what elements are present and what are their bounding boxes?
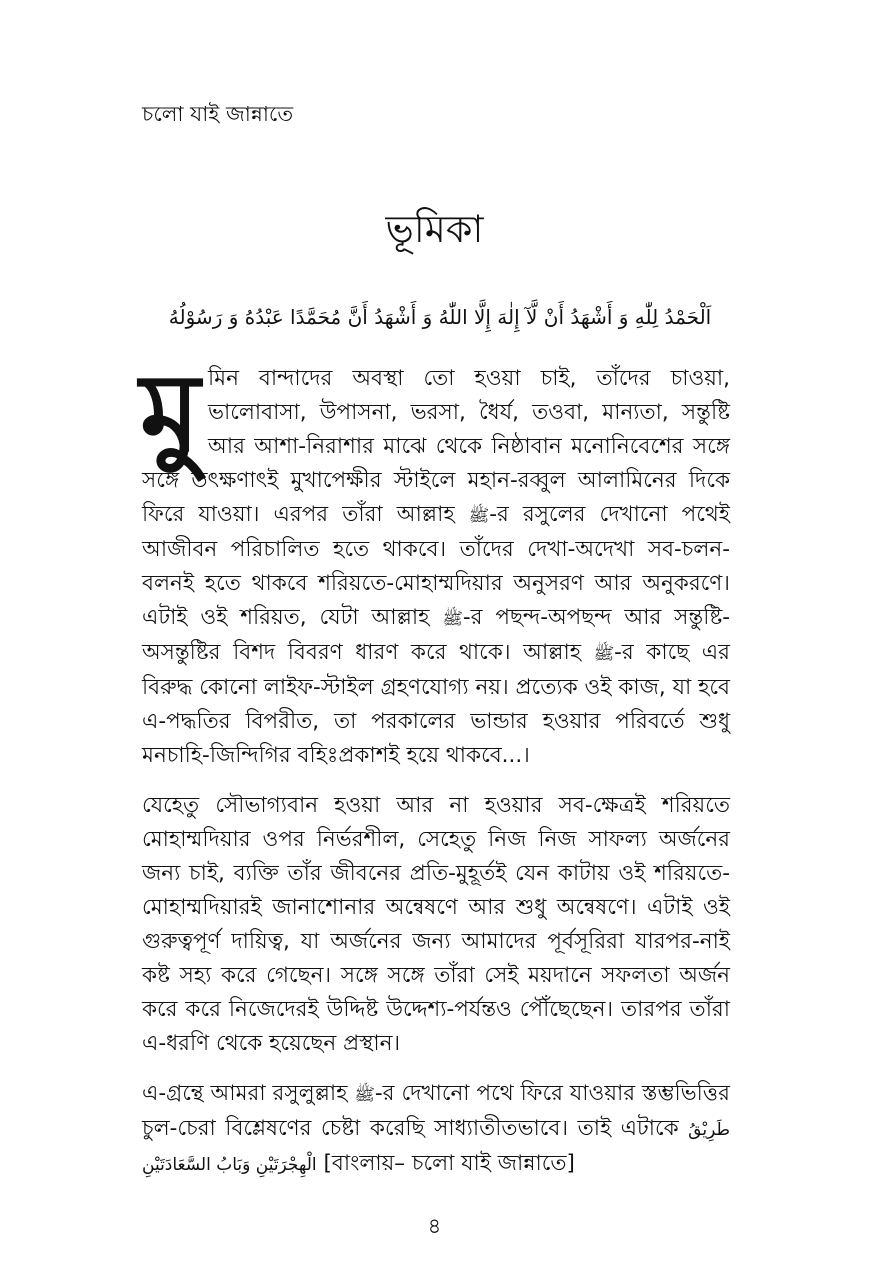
drop-cap: মু [140,351,200,476]
page-number: ৪ [427,1214,442,1238]
paragraph-3-part-2: -র দেখানো পথে ফিরে যাওয়ার স্তম্ভভিত্তির চুল-চেরা বিশ্লেষণের চেষ্টা করেছি সাধ্যাতীতভাবে। তাই এটাকে [142,1081,730,1141]
paragraph-3 [142,1077,730,1182]
salawat-symbol: ﷺ [354,1085,375,1105]
paragraph-2: যেহেতু সৌভাগ্যবান হওয়া আর না হওয়ার সব-ক্ষেত্রই শরিয়তে মোহাম্মদিয়ার ওপর নির্ভরশীল, সেহেতু নিজ নিজ সাফল্য অর্জনের জন্য চাই, ব্যক্তি তাঁর জীবনের প্রতি-মুহূর্তই যেন কাটায় ওই শরিয়তে-মোহাম্মদিয়ারই জানাশোনার অন্বেষণে আর শুধু অন্বেষণে। এটাই ওই গুরুত্বপূর্ণ দায়িত্ব, যা অর্জনের জন্য আমাদের পূর্বসূরিরা যারপর-নাই কষ্ট সহ্য করে গেছেন। সঙ্গে সঙ্গে তাঁরা সেই ময়দানে সফলতা অর্জন করে করে নিজেদেরই উদ্দিষ্ট উদ্দেশ্য-পর্যন্তও পৌঁছেছেন। তারপর তাঁরা এ-ধরণি থেকে হয়েছেন প্রস্থান। [142,793,730,1056]
paragraph-1-part-1: মিন বান্দাদের অবস্থা তো হওয়া চাই, তাঁদের চাওয়া, ভালোবাসা, উপাসনা, ভরসা, ধৈর্য, তওবা, মান্যতা, সন্তুষ্টি আর আশা-নিরাশার মাঝে থেকে নিষ্ঠাবান মনোনিবেশের সঙ্গে সঙ্গে তৎক্ষণাৎই মুখাপেক্ষীর স্টাইলে মহান-রব্বুল আলামিনের দিকে ফিরে যাওয়া। এরপর তাঁরা আল্লাহ [142,366,730,527]
running-header: চলো যাই জান্নাতে [142,102,294,126]
paragraph-1 [140,351,730,773]
paragraph-1-part-4: -র কাছে এর বিরুদ্ধ কোনো লাইফ-স্টাইল গ্রহণযোগ্য নয়। প্রত্যেক ওই কাজ, যা হবে এ-পদ্ধতির বিপরীত, তা পরকালের ভান্ডার হওয়ার পরিবর্তে শুধু মনচাহি-জিন্দিগির বহিঃপ্রকাশই হয়ে থাকবে...। [142,640,730,768]
main-text [140,351,730,1198]
paragraph-1-part-3: -র পছন্দ-অপছন্দ আর সন্তুষ্টি-অসন্তুষ্টির বিশদ বিবরণ ধারণ করে থাকে। আল্লাহ [142,605,730,665]
paragraph-1-part-2: -র রসুলের দেখানো পথেই আজীবন পরিচালিত হতে থাকবে। তাঁদের দেখা-অদেখা সব-চলন-বলনই হতে থাকবে শরিয়তে-মোহাম্মদিয়ার অনুসরণ আর অনুকরণে। এটাই ওই শরিয়ত, যেটা আল্লাহ [142,502,730,630]
arabic-invocation: اَلْحَمْدُ لِلّٰهِ وَ أَشْهَدُ أَنْ لَّآ إِلٰهَ إِلَّا اللّٰهُ وَ أَشْهَدُ أَنَّ مُحَمَّدًا عَبْدُهُ وَ رَسُوْلُهُ [168,305,712,329]
salawat-symbol: ﷺ [468,506,490,526]
salawat-symbol: ﷺ [593,644,615,664]
salawat-symbol: ﷺ [442,609,463,629]
paragraph-3-part-1: এ-গ্রন্থে আমরা রসুলুল্লাহ [142,1081,355,1106]
chapter-title: ভূমিকা [385,207,484,251]
arabic-book-title: طَرِيْقُ الْهِجْرَتَيْنِ وَبَابُ السَّعَادَتَيْنِ [142,1120,730,1175]
paragraph-3-part-3: [বাংলায়– চলো যাই জান্নাতে] [316,1151,575,1176]
